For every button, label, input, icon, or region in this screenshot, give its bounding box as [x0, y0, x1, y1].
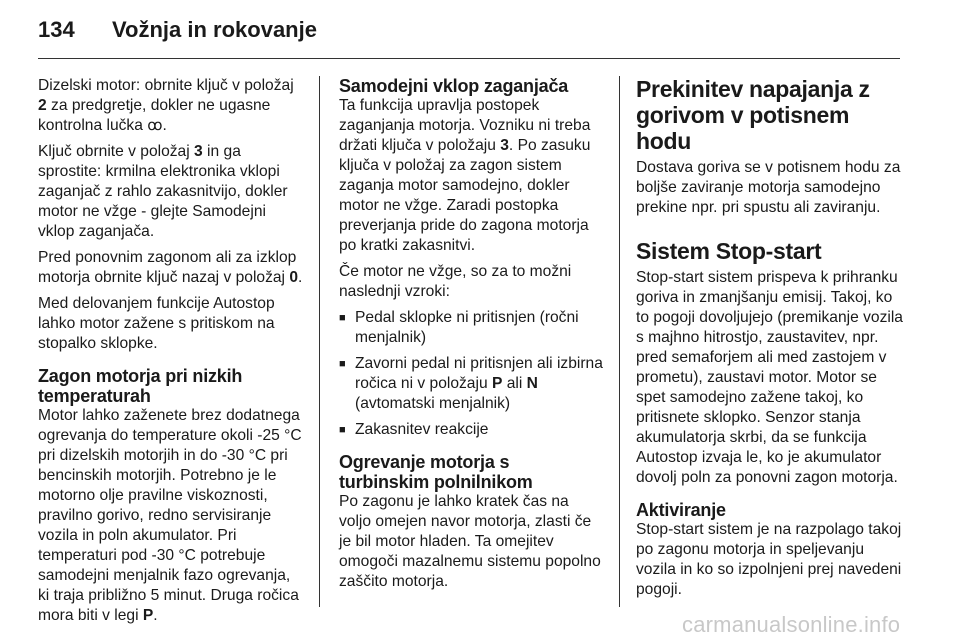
list-item: ■ Zakasnitev reakcije	[339, 421, 489, 438]
paragraph-autostop: Med delovanjem funkcije Autostop lahko motor zažene s pritiskom na stopalko sklopke.	[38, 295, 275, 352]
column-divider-2	[619, 76, 620, 607]
paragraph-diesel-preheat: Dizelski motor: obrnite ključ v položaj 2 za predgretje, dokler ne ugasne kontrolna lučka ꝏ.	[38, 77, 294, 134]
paragraph-stop-start: Stop-start sistem prispeva k prihranku goriva in zmanjšanju emisij. Takoj, ko to pogoji dovoljujejo (premikanje vozila s majhno hitrostjo, zaustavitev, npr. pred semaforjem ali med zastojem v prometu), zaustavi motor. Motor se spet samodejno zažene takoj, ko pritisnete sklopko. Senzor stanja akumulatorja skrbi, da se funkcija Autostop izvaja le, ko je akumulator dovolj poln za ponovni zagon motorja.	[636, 269, 903, 486]
bullet-square-icon: ■	[339, 358, 346, 370]
column-middle	[339, 76, 604, 598]
page-header	[0, 0, 960, 58]
causes-list	[339, 308, 604, 440]
bullet-square-icon: ■	[339, 424, 346, 436]
paragraph-fuel-cutoff: Dostava goriva se v potisnem hodu za boljše zaviranje motorja samodejno prekine npr. pri spustu ali zaviranju.	[636, 159, 901, 216]
paragraph-key-turn: Ključ obrnite v položaj 3 in ga sprostite: krmilna elektronika vklopi zaganjač z rahlo zakasnitvijo, dokler motor ne vžge - glejte Samodejni vklop zaganjača.	[38, 143, 288, 240]
heading-turbo-warmup: Ogrevanje motorja s turbinskim polnilnikom	[339, 452, 533, 492]
paragraph-turbo-warmup: Po zagonu je lahko kratek čas na voljo omejen navor motorja, zlasti če je bil motor hladen. Ta omejitev omogoči mazalnemu sistemu popolno zaščito motorja.	[339, 493, 601, 590]
column-right	[636, 76, 906, 606]
page-title: Vožnja in rokovanje	[112, 17, 317, 42]
header-rule	[38, 58, 900, 59]
paragraph-causes: Če motor ne vžge, so za to možni naslednji vzroki:	[339, 263, 572, 300]
glow-plug-icon: ꝏ	[147, 117, 163, 134]
watermark: carmanualsonline.info	[682, 612, 901, 637]
column-left	[38, 76, 304, 632]
paragraph-activation: Stop-start sistem je na razpolago takoj po zagonu motorja in speljevanju vozila in ko so izpolnjeni prej navedeni pogoji.	[636, 521, 902, 598]
paragraph-restart: Pred ponovnim zagonom ali za izklop motorja obrnite ključ nazaj v položaj 0.	[38, 249, 303, 286]
bullet-square-icon: ■	[339, 312, 346, 324]
heading-fuel-cutoff: Prekinitev napajanja z gorivom v potisnem hodu	[636, 76, 870, 154]
heading-stop-start: Sistem Stop-start	[636, 238, 822, 264]
paragraph-auto-start: Ta funkcija upravlja postopek zaganjanja motorja. Vozniku ni treba držati ključa v položaju 3. Po zasuku ključa v položaj za zagon sistem zaganja motor samodejno, dokler motor ne vžge. Zaradi postopka preverjanja pride do zagona motorja po kratki zakasnitvi.	[339, 97, 591, 254]
heading-activation: Aktiviranje	[636, 500, 726, 520]
page-number: 134	[38, 17, 75, 42]
list-item: ■ Zavorni pedal ni pritisnjen ali izbirna ročica ni v položaju P ali N (avtomatski menjalnik)	[339, 355, 603, 412]
heading-low-temperature: Zagon motorja pri nizkih temperaturah	[38, 366, 243, 406]
heading-auto-start: Samodejni vklop zaganjača	[339, 76, 569, 96]
paragraph-low-temperature: Motor lahko zaženete brez dodatnega ogrevanja do temperature okoli -25 °C pri dizelskih motorjih in do -30 °C pri bencinskih motorjih. Potrebno je le motorno olje pravilne viskoznosti, pravilno gorivo, redno servisiranje vozila in poln akumulator. Pri temperaturi pod -30 °C potrebuje samodejni menjalnik fazo ogrevanja, ki traja približno 5 minut. Druga ročica mora biti v legi P.	[38, 407, 302, 624]
column-divider-1	[319, 76, 320, 607]
list-item: ■ Pedal sklopke ni pritisnjen (ročni menjalnik)	[339, 309, 579, 346]
